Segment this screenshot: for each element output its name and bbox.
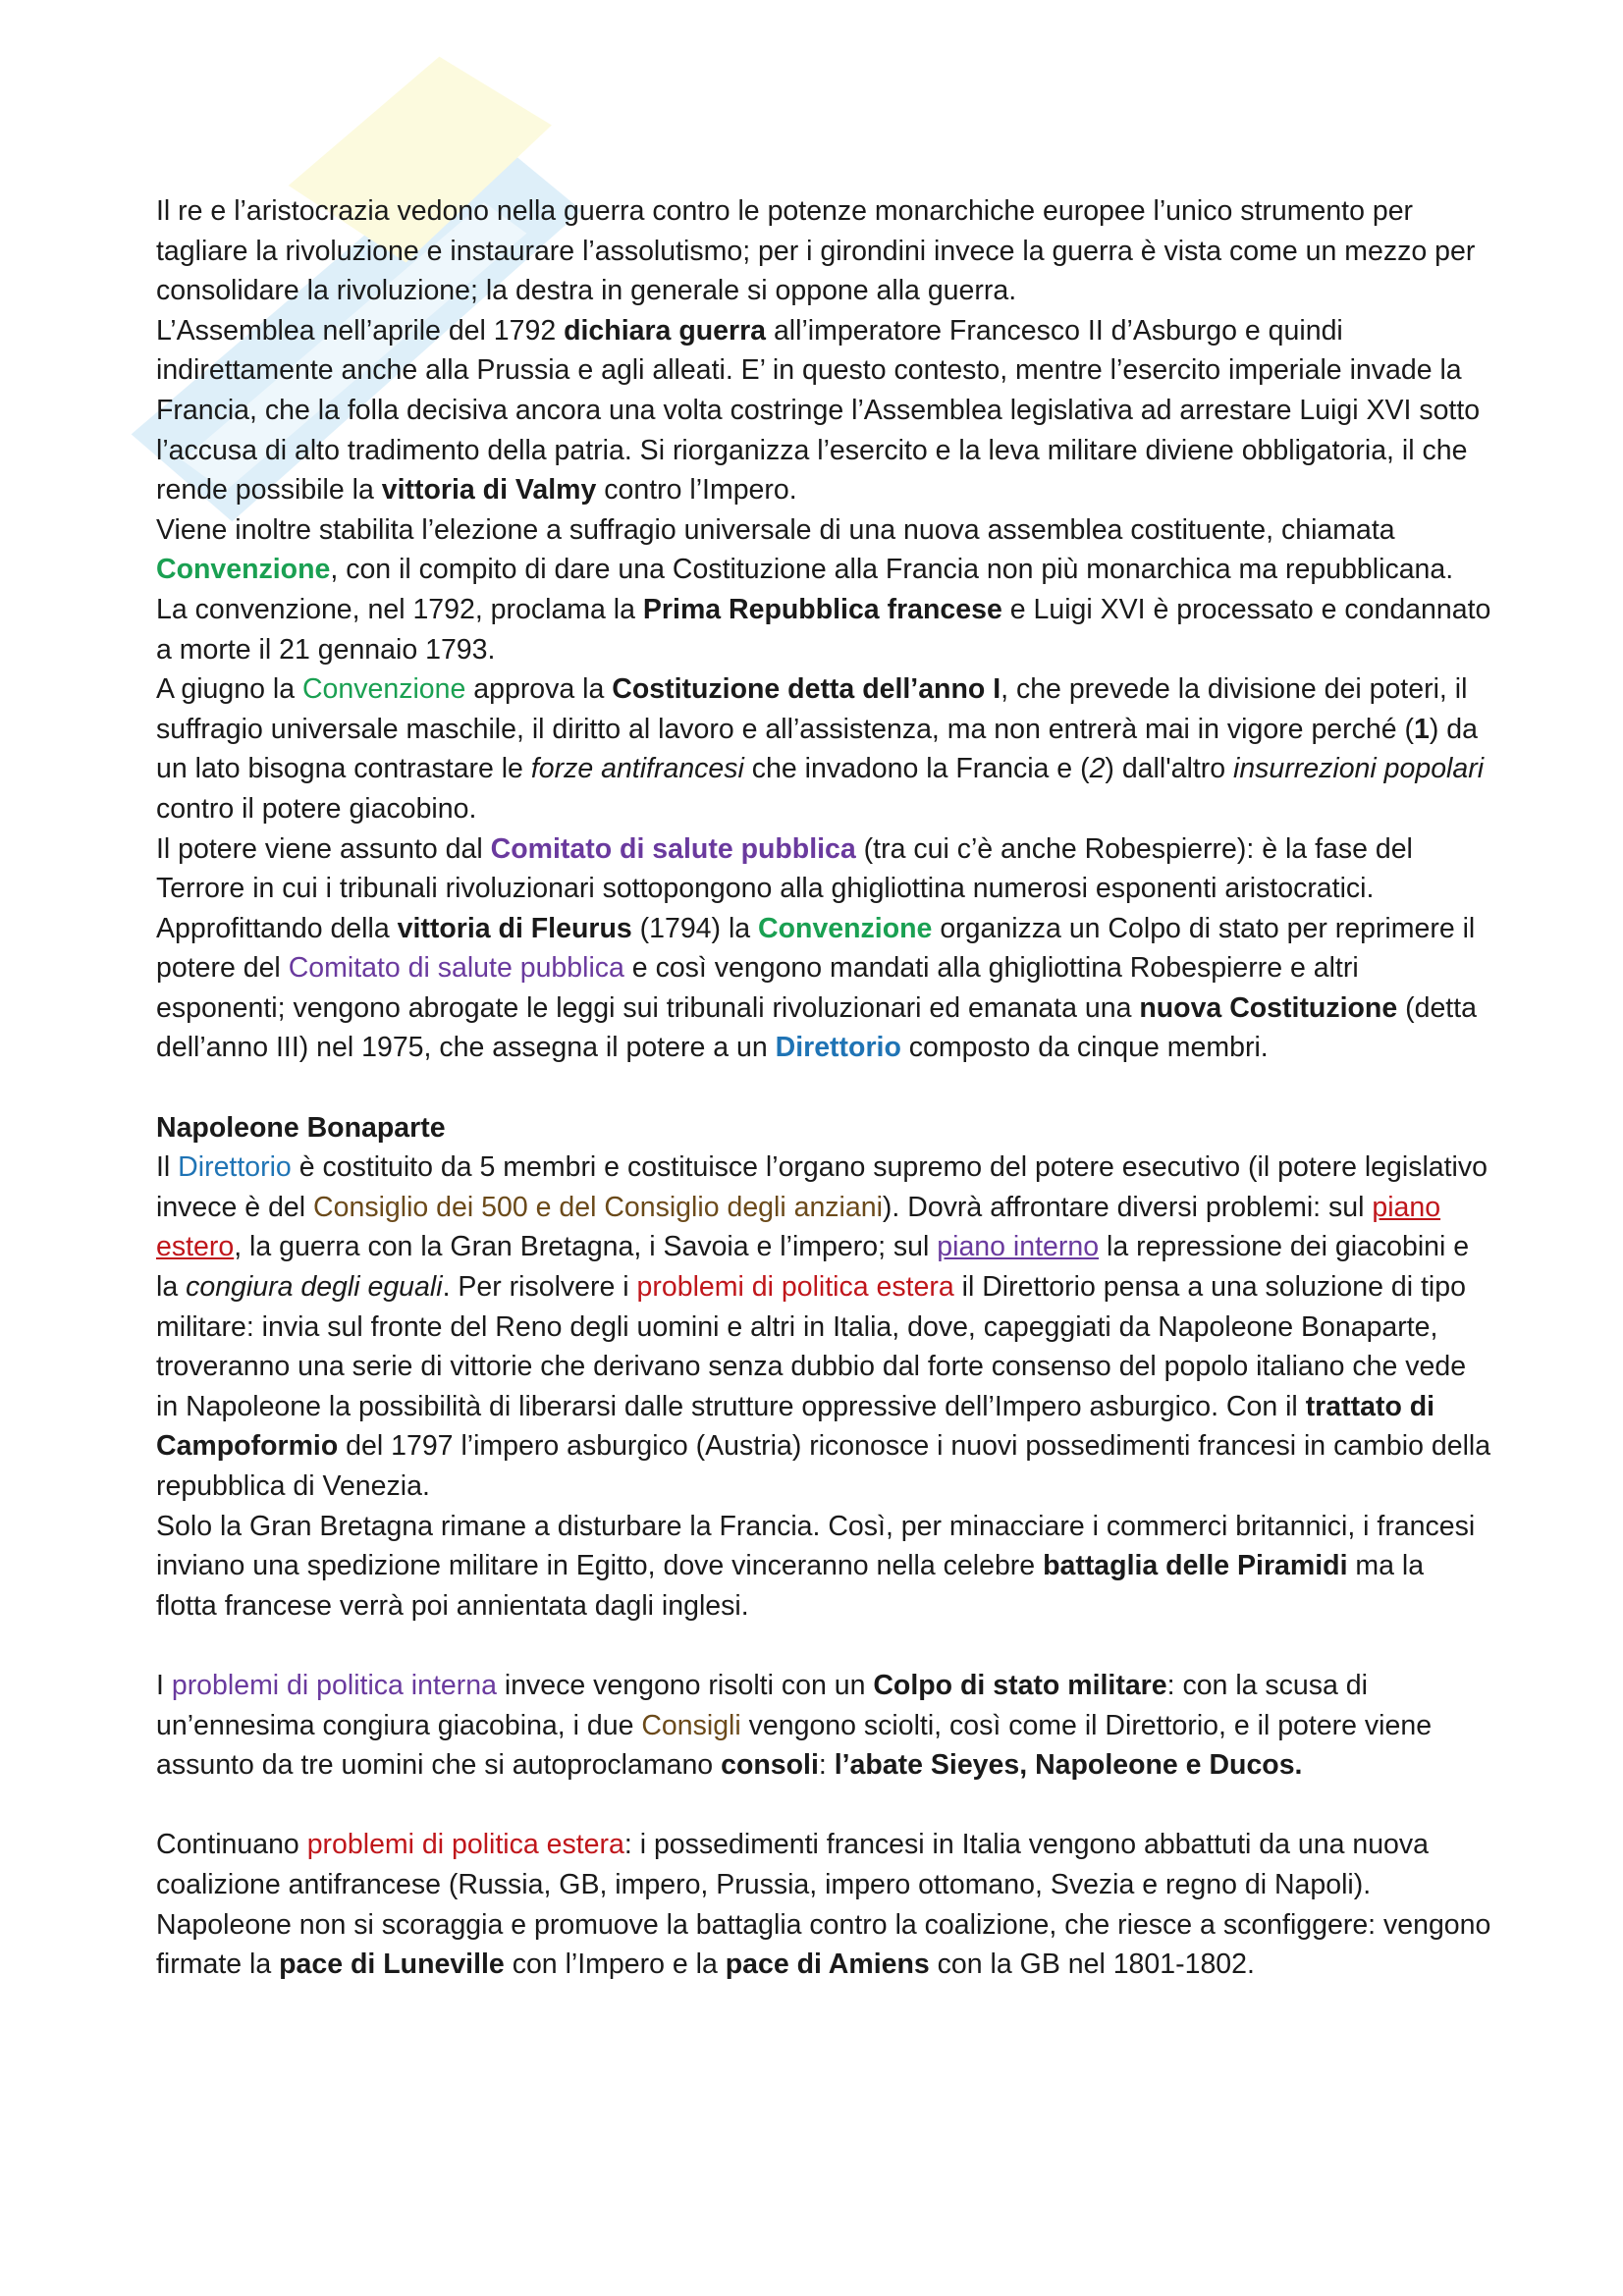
bold-term: Prima Repubblica francese <box>642 593 1002 625</box>
number-marker: 1 <box>1414 713 1430 745</box>
highlight-piano-estero: piano estero <box>156 1191 1441 1263</box>
bold-term: dichiara guerra <box>564 314 767 347</box>
bold-term: vittoria di Fleurus <box>397 912 632 944</box>
highlight-politica-interna: problemi di politica interna <box>171 1669 497 1701</box>
highlight-comitato: Comitato di salute pubblica <box>288 952 624 985</box>
paragraph-convention: Viene inoltre stabilita l’elezione a suffragio universale di una nuova assemblea costituente, chiamata Convenzione, con il compito di dare una Costituzione alla Francia non più monarchica ma repubblicana. La convenzione, nel 1792, proclama la Prima Repubblica francese e Luigi XVI è processato e condannato a morte il 21 gennaio 1793. <box>156 513 1491 666</box>
bold-term: vittoria di Valmy <box>381 474 597 507</box>
highlight-piano-interno: piano interno <box>937 1231 1100 1263</box>
paragraph-constitution-year-one: A giugno la Convenzione approva la Costituzione detta dell’anno I, che prevede la divisione dei poteri, il suffragio universale maschile, il diritto al lavoro e all’assistenza, ma non entrerà mai in vigore perché (1) da un lato bisogna contrastare le forze antifrancesi che invadono la Francia e (2) dall'altro insurrezioni popolari contro il potere giacobino. <box>156 673 1485 825</box>
bold-term: Costituzione detta dell’anno I <box>612 673 1001 706</box>
italic-term: forze antifrancesi <box>530 753 744 785</box>
italic-term: insurrezioni popolari <box>1233 753 1485 785</box>
highlight-convenzione: Convenzione <box>758 912 933 944</box>
highlight-comitato: Comitato di salute pubblica <box>490 832 856 865</box>
highlight-convenzione: Convenzione <box>156 554 331 586</box>
bold-term: trattato di Campoformio <box>156 1390 1435 1463</box>
bold-term: l’abate Sieyes, Napoleone e Ducos. <box>834 1749 1303 1782</box>
italic-term: congiura degli eguali <box>186 1271 443 1304</box>
paragraph-foreign-politics: Continuano problemi di politica estera: i possedimenti francesi in Italia vengono abbattuti da una nuova coalizione antifrancese (Russia, GB, impero, Prussia, impero ottomano, Svezia e regno di Napoli). Napoleone non si scoraggia e promuove la battaglia contro la coalizione, che riesce a sconfiggere: vengono firmate la pace di Luneville con l’Impero e la pace di Amiens con la GB nel 1801-1802. <box>156 1829 1491 1981</box>
highlight-consigli: Consigli <box>641 1709 741 1741</box>
bold-term: pace di Amiens <box>725 1949 930 1981</box>
bold-term: nuova Costituzione <box>1139 991 1398 1024</box>
paragraph-directory: Il Direttorio è costituito da 5 membri e costituisce l’organo supremo del potere esecutivo (il potere legislativo invece è del Consiglio dei 500 e del Consiglio degli anziani). Dovrà affrontare diversi problemi: sul piano estero, la guerra con la Gran Bretagna, i Savoia e l’impero; sul piano interno la repressione dei giacobini e la congiura degli eguali. Per risolvere i problemi di politica estera il Direttorio pensa a una soluzione di tipo militare: invia sul fronte del Reno degli uomini e altri in Italia, dove, capeggiati da Napoleone Bonaparte, troveranno una serie di vittorie che derivano senza dubbio dal forte consenso del popolo italiano che vede in Napoleone la possibilità di liberarsi dalle strutture oppressive dell’Impero asburgico. Con il trattato di Campoformio del 1797 l’impero asburgico (Austria) riconosce i nuovi possedimenti francesi in cambio della repubblica di Venezia. <box>156 1151 1491 1502</box>
section-heading: Napoleone Bonaparte <box>156 1111 446 1144</box>
number-marker: 2 <box>1089 753 1106 785</box>
highlight-direttorio: Direttorio <box>775 1032 901 1064</box>
document-body <box>156 191 1491 1985</box>
highlight-politica-estera: problemi di politica estera <box>636 1271 954 1304</box>
bold-term: Colpo di stato militare <box>873 1669 1167 1701</box>
highlight-convenzione: Convenzione <box>301 673 466 706</box>
paragraph-war-intro: Il re e l’aristocrazia vedono nella guerra contro le potenze monarchiche europee l’unico strumento per tagliare la rivoluzione e instaurare l’assolutismo; per i girondini invece la guerra è vista come un mezzo per consolidare la rivoluzione; la destra in generale si oppone alla guerra. <box>156 195 1476 307</box>
highlight-politica-estera: problemi di politica estera <box>306 1829 624 1861</box>
bold-term: consoli <box>721 1749 819 1782</box>
bold-term: battaglia delle Piramidi <box>1043 1550 1348 1582</box>
paragraph-declaration-of-war: L’Assemblea nell’aprile del 1792 dichiara guerra all’imperatore Francesco II d’Asburgo e quindi indirettamente anche alla Prussia e agli alleati. E’ in questo contesto, mentre l’esercito imperiale invade la Francia, che la folla decisiva ancora una volta costringe l’Assemblea legislativa ad arrestare Luigi XVI sotto l’accusa di alto tradimento della patria. Si riorganizza l’esercito e la leva militare diviene obbligatoria, il che rende possibile la vittoria di Valmy contro l’Impero. <box>156 314 1481 507</box>
bold-term: pace di Luneville <box>279 1949 505 1981</box>
paragraph-egypt: Solo la Gran Bretagna rimane a disturbare la Francia. Così, per minacciare i commerci britannici, i francesi inviano una spedizione militare in Egitto, dove vinceranno nella celebre battaglia delle Piramidi ma la flotta francese verrà poi annientata dagli inglesi. <box>156 1510 1476 1622</box>
paragraph-fleurus: Approfittando della vittoria di Fleurus (1794) la Convenzione organizza un Colpo di stato per reprimere il potere del Comitato di salute pubblica e così vengono mandati alla ghigliottina Robespierre e altri esponenti; vengono abrogate le leggi sui tribunali rivoluzionari ed emanata una nuova Costituzione (detta dell’anno III) nel 1975, che assegna il potere a un Direttorio composto da cinque membri. <box>156 912 1477 1064</box>
highlight-consigli: Consiglio dei 500 e del Consiglio degli anziani <box>313 1191 883 1223</box>
highlight-direttorio: Direttorio <box>178 1151 292 1184</box>
paragraph-internal-politics: I problemi di politica interna invece vengono risolti con un Colpo di stato militare: con la scusa di un’ennesima congiura giacobina, i due Consigli vengono sciolti, così come il Direttorio, e il potere viene assunto da tre uomini che si autoproclamano consoli: l’abate Sieyes, Napoleone e Ducos. <box>156 1669 1433 1782</box>
paragraph-terror: Il potere viene assunto dal Comitato di salute pubblica (tra cui c’è anche Robespierre): è la fase del Terrore in cui i tribunali rivoluzionari sottopongono alla ghigliottina numerosi esponenti aristocratici. <box>156 832 1413 905</box>
